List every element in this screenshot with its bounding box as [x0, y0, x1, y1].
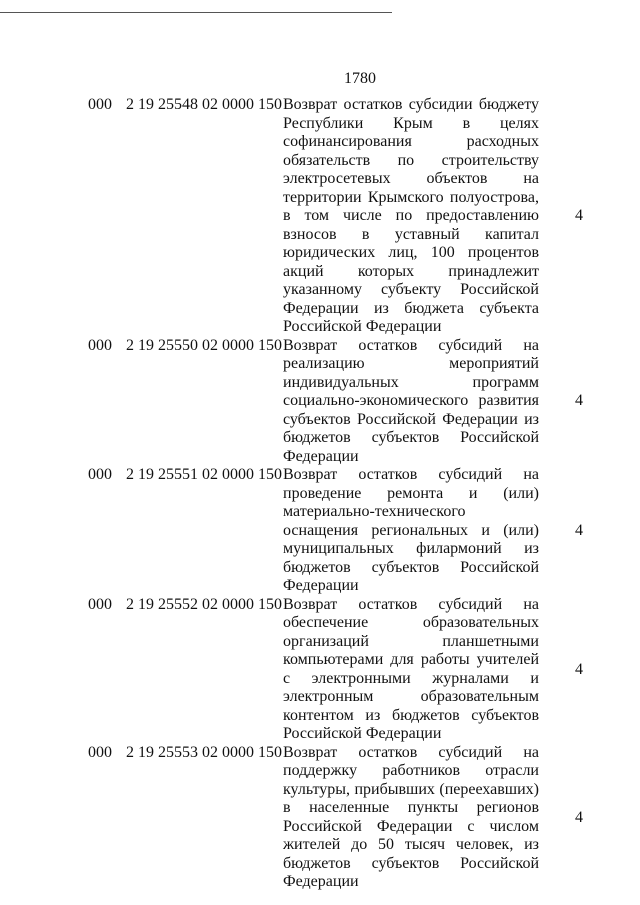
budget-classification-code: 2 19 25548 02 0000 150	[126, 96, 282, 113]
admin-code: 000	[88, 743, 112, 761]
table-row	[0, 466, 640, 596]
admin-code: 000	[88, 336, 112, 354]
row-description: Возврат остатков субсидий на обеспечение образовательных организаций планшетными компьютерами для работы учителей с электронными журналами и электронным образовательным контентом из бюджетов субъектов Российской Федерации	[283, 595, 539, 742]
row-amount: 4	[575, 392, 583, 409]
budget-code-table	[0, 96, 640, 892]
row-description: Возврат остатков субсидий на поддержку работников отрасли культуры, прибывших (переехавших) в населенные пункты регионов Российской Федерации с числом жителей до 50 тысяч человек, из бюджетов субъектов Российской Федерации	[283, 743, 539, 890]
admin-code: 000	[88, 466, 112, 483]
table-row	[0, 596, 640, 744]
row-description: Возврат остатков субсидий на проведение ремонта и (или) материально-технического оснащения региональных и (или) муниципальных филармоний из бюджетов субъектов Российской Федерации	[283, 466, 539, 594]
budget-classification-code: 2 19 25551 02 0000 150	[126, 466, 282, 483]
row-description: Возврат остатков субсидий на реализацию мероприятий индивидуальных программ социально-экономического развития субъектов Российской Федерации из бюджетов субъектов Российской Федерации	[283, 336, 539, 465]
row-amount: 4	[575, 521, 583, 539]
row-amount: 4	[575, 808, 583, 826]
row-amount: 4	[575, 207, 583, 224]
row-amount: 4	[575, 660, 583, 678]
table-row	[0, 337, 640, 467]
admin-code: 000	[88, 96, 112, 113]
page-number: 1780	[344, 70, 376, 87]
budget-classification-code: 2 19 25552 02 0000 150	[126, 595, 282, 613]
top-rule	[0, 12, 392, 13]
row-description: Возврат остатков субсидии бюджету Республики Крым в целях софинансирования расходных обязательств по строительству электросетевых объектов на территории Крымского полуострова, в том числе по предоставлению взносов в уставный капитал юридических лиц, 100 процентов акций которых принадлежит указанному субъекту Российской Федерации из бюджета субъекта Российской Федерации	[283, 96, 539, 335]
budget-classification-code: 2 19 25553 02 0000 150	[126, 743, 282, 761]
admin-code: 000	[88, 595, 112, 613]
table-row	[0, 744, 640, 892]
budget-classification-code: 2 19 25550 02 0000 150	[126, 336, 282, 354]
table-row	[0, 96, 640, 337]
